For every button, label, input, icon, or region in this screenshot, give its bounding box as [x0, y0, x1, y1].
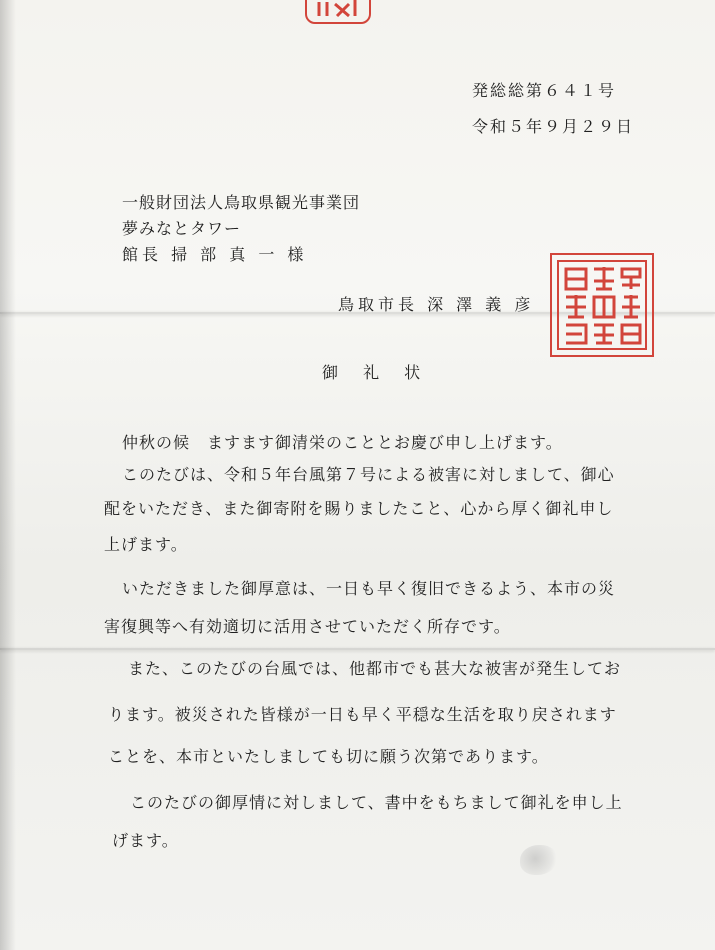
body-line-1: 仲秋の候 ますます御清栄のこととお慶び申し上げます。 — [122, 433, 563, 452]
body-line-10: このたびの御厚情に対しまして、書中をもちまして御礼を申し上 — [130, 793, 623, 812]
recipient-name: 館長 掃 部 真 一 様 — [122, 245, 308, 264]
sender-name: 鳥取市長 深 澤 義 彦 — [338, 295, 535, 314]
recipient-facility: 夢みなとタワー — [122, 219, 242, 238]
official-seal — [550, 253, 654, 357]
page-edge-shadow — [0, 0, 16, 950]
paper-stain — [520, 845, 558, 875]
letter-title: 御 礼 状 — [322, 363, 431, 382]
top-stamp-seal — [305, 0, 371, 24]
document-date: 令和５年９月２９日 — [472, 117, 635, 136]
body-line-4: 上げます。 — [104, 535, 188, 554]
body-line-6: 害復興等へ有効適切に活用させていただく所存です。 — [104, 617, 511, 636]
body-line-3: 配をいただき、また御寄附を賜りましたこと、心から厚く御礼申し — [104, 499, 614, 518]
body-line-9: ことを、本市といたしましても切に願う次第であります。 — [108, 747, 549, 766]
document-number: 発総総第６４１号 — [472, 81, 617, 100]
recipient-organization: 一般財団法人鳥取県観光事業団 — [122, 193, 361, 212]
body-line-2: このたびは、令和５年台風第７号による被害に対しまして、御心 — [122, 465, 615, 484]
body-line-7: また、このたびの台風では、他都市でも甚大な被害が発生してお — [128, 659, 622, 678]
body-line-5: いただきました御厚意は、一日も早く復旧できるよう、本市の災 — [122, 579, 616, 598]
paper-fold-lower — [0, 648, 715, 650]
body-line-11: げます。 — [112, 831, 179, 850]
body-line-8: ります。被災された皆様が一日も早く平穏な生活を取り戻されます — [108, 705, 617, 724]
